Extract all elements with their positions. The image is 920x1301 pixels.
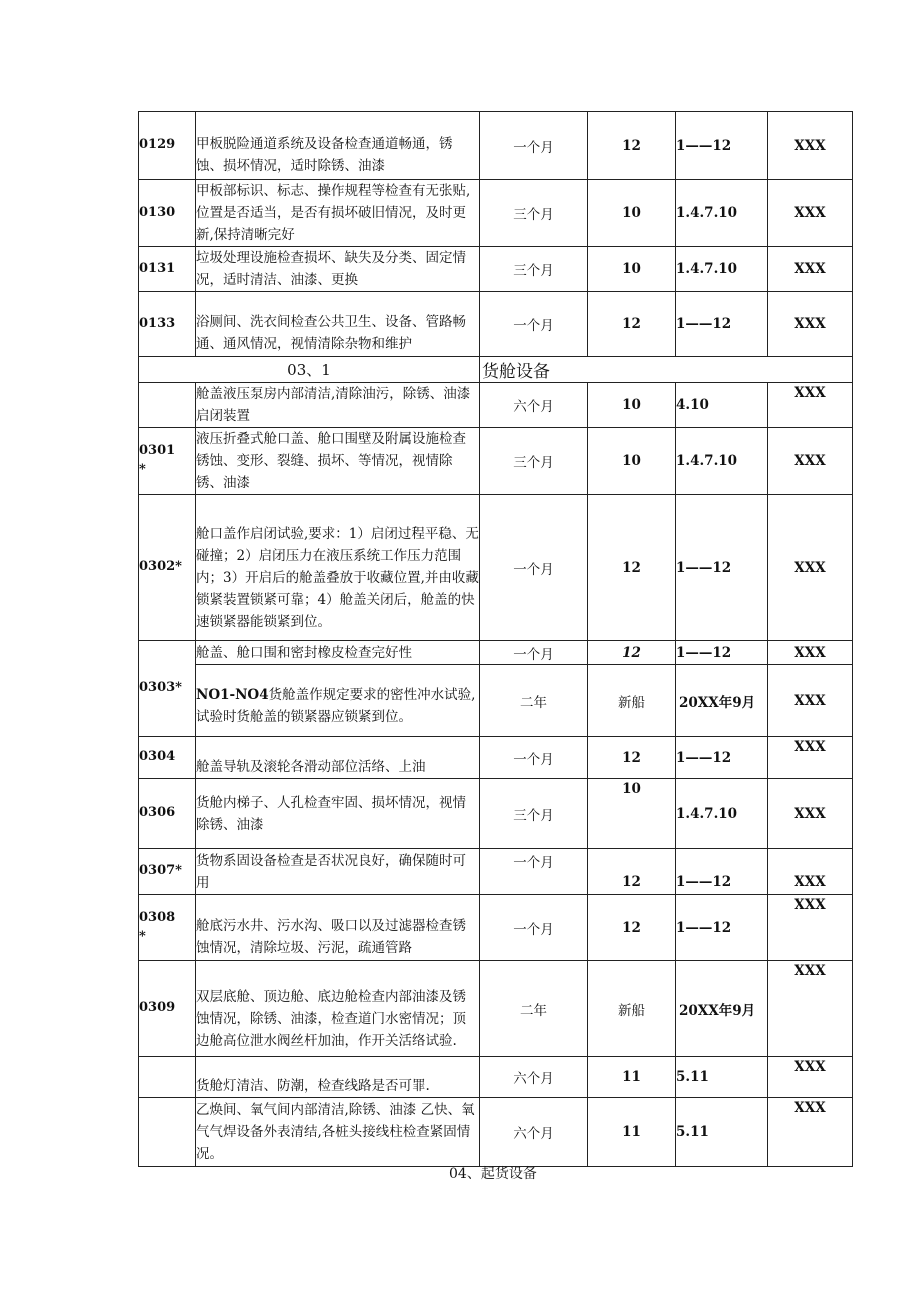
item-period: 一个月 [480,895,588,961]
item-months: 1——12 [676,112,768,180]
item-code: 0131 [139,247,196,292]
item-months: 1——12 [676,641,768,665]
item-count: 10 [588,180,676,247]
item-responsible: XXX [768,779,853,849]
item-responsible: XXX [768,849,853,895]
item-responsible: XXX [768,737,853,779]
item-code: 0133 [139,292,196,357]
table-row [139,112,853,180]
item-description: 舱口盖作启闭试验,要求：1）启闭过程平稳、无碰撞；2）启闭压力在液压系统工作压力范围内；3）开启后的舱盖叠放于收藏位置,并由收藏锁紧装置锁紧可靠；4）舱盖关闭后，舱盖的快速锁紧器能锁紧到位。 [196,525,479,630]
table-row [139,180,853,247]
item-code: 0306 [139,779,196,849]
item-months: 4.10 [676,383,768,428]
item-code: 0129 [139,112,196,180]
item-description: 浴厕间、洗衣间检查公共卫生、设备、管路畅通、通风情况，视情清除杂物和维护 [196,314,466,352]
next-section-title: 04、起货设备 [449,1166,537,1182]
item-count: 11 [588,1098,676,1167]
item-responsible: XXX [768,895,853,961]
item-code [139,1098,196,1167]
table-row [139,641,853,665]
item-period: 一个月 [480,641,588,665]
item-months: 1.4.7.10 [676,247,768,292]
item-months: 1——12 [676,895,768,961]
item-period: 六个月 [480,383,588,428]
item-period: 六个月 [480,1098,588,1167]
item-count: 10 [588,779,676,849]
item-responsible: XXX [768,180,853,247]
section-number: 03、1 [139,357,480,383]
item-count: 11 [588,1057,676,1098]
item-period: 三个月 [480,428,588,495]
item-responsible: XXX [768,428,853,495]
table-row [139,849,853,895]
table-row [139,737,853,779]
item-period: 六个月 [480,1057,588,1098]
item-count: 12 [588,495,676,641]
item-count: 10 [588,247,676,292]
item-responsible: XXX [768,495,853,641]
item-count: 12 [588,895,676,961]
item-months: 5.11 [676,1098,768,1167]
item-months: 20XX年9月 [676,961,768,1057]
item-description: 双层底舱、顶边舱、底边舱检查内部油漆及锈蚀情况，除锈、油漆，检查道门水密情况；顶边舱高位泄水阀丝杆加油，作开关活络试验. [196,988,466,1049]
item-period: 三个月 [480,779,588,849]
item-months: 1.4.7.10 [676,180,768,247]
table-row [139,383,853,428]
item-code: 0130 [139,180,196,247]
item-description: 舱盖液压泵房内部清洁,清除油污，除锈、油漆启闭装置 [196,383,480,428]
item-responsible: XXX [768,1057,853,1098]
item-description: 货舱内梯子、人孔检查牢固、损坏情况，视情除锈、油漆 [196,779,480,849]
item-code: 0302* [139,495,196,641]
table-row [139,961,853,1057]
item-code [139,383,196,428]
item-description: 甲板脱险通道系统及设备检查通道畅通，锈蚀、损坏情况，适时除锈、油漆 [196,135,453,174]
item-period: 一个月 [480,292,588,357]
item-description: 垃圾处理设施检查损坏、缺失及分类、固定情况，适时清洁、油漆、更换 [196,247,480,292]
item-code: 0301 * [139,428,196,495]
section-title: 货舱设备 [480,357,853,383]
item-count: 12 [588,112,676,180]
item-description: 货舱灯清洁、防潮，检查线路是否可罪. [196,1057,480,1098]
item-responsible: XXX [768,1098,853,1167]
item-count: 12 [588,849,676,895]
item-code: 0307* [139,849,196,895]
item-responsible: XXX [768,641,853,665]
item-months: 1——12 [676,292,768,357]
item-period: 一个月 [480,849,588,895]
item-months: 1——12 [676,737,768,779]
item-count: 12 [588,641,676,665]
table-row [139,292,853,357]
item-description: 液压折叠式舱口盖、舱口围壁及附属设施检查锈蚀、变形、裂缝、损坏、等情况，视情除锈、油漆 [196,428,480,495]
item-months: 5.11 [676,1057,768,1098]
item-months: 1——12 [676,495,768,641]
item-description: 货物系固设备检查是否状况良好，确保随时可用 [196,849,480,895]
item-period: 三个月 [480,180,588,247]
table-row [139,1057,853,1098]
item-months: 1——12 [676,849,768,895]
table-row [139,495,853,641]
item-responsible: XXX [768,383,853,428]
item-months: 1.4.7.10 [676,779,768,849]
item-code: 0304 [139,737,196,779]
table-row [139,1098,853,1167]
item-period: 三个月 [480,247,588,292]
maintenance-table [138,111,853,1167]
hatch-range: NO1-NO4 [196,686,269,703]
item-responsible: XXX [768,292,853,357]
item-months: 1.4.7.10 [676,428,768,495]
item-period: 一个月 [480,495,588,641]
table-row [139,895,853,961]
table-row [139,665,853,737]
item-period: 一个月 [480,737,588,779]
item-period: 二年 [480,665,588,737]
item-responsible: XXX [768,961,853,1057]
item-count: 12 [588,737,676,779]
item-code [139,1057,196,1098]
item-description: 甲板部标识、标志、操作规程等检查有无张贴,位置是否适当，是否有损坏破旧情况，及时更新,保持清晰完好 [196,180,480,247]
item-responsible: XXX [768,665,853,737]
item-count: 10 [588,428,676,495]
item-months: 20XX年9月 [676,665,768,737]
item-count: 新船 [588,961,676,1057]
section-header-row [139,357,853,383]
item-period: 二年 [480,961,588,1057]
item-code: 0308 * [139,895,196,961]
item-description: 舱底污水井、污水沟、吸口以及过滤器检查锈蚀情况，清除垃圾、污泥，疏通管路 [196,917,466,956]
table-row [139,779,853,849]
item-description: 舱盖导轨及滚轮各滑动部位活络、上油 [196,758,426,775]
item-responsible: XXX [768,247,853,292]
item-code: 0309 [139,961,196,1057]
item-count: 12 [588,292,676,357]
item-count: 新船 [588,665,676,737]
table-row [139,247,853,292]
table-row [139,428,853,495]
item-code: 0303* [139,641,196,737]
item-responsible: XXX [768,112,853,180]
item-period: 一个月 [480,112,588,180]
item-description: 乙焕间、氧气间内部清洁,除锈、油漆 乙快、氧气气焊设备外表清结,各桩头接线柱检查紧固情况。 [196,1098,480,1167]
item-count: 10 [588,383,676,428]
item-description: 货舱盖作规定要求的密性冲水试验,试验时货舱盖的锁紧器应锁紧到位。 [196,686,476,725]
item-description: 舱盖、舱口围和密封橡皮检查完好性 [196,641,480,665]
